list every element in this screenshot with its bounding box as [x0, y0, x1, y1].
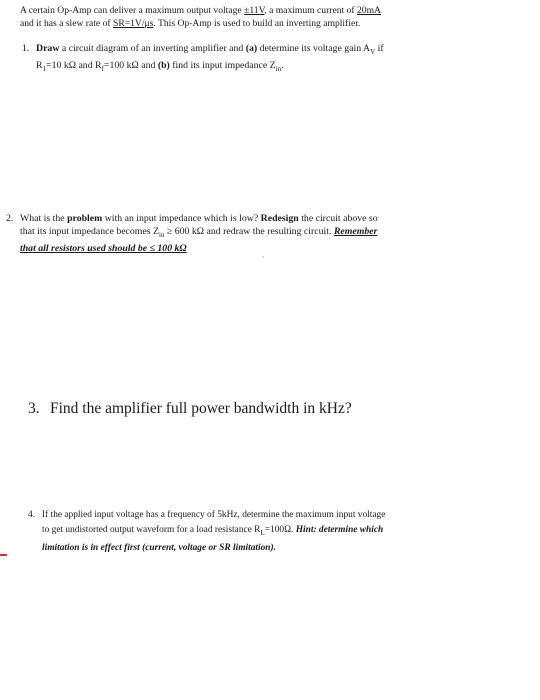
- question-number: 3.: [28, 400, 40, 417]
- q2-line-3: [6, 242, 378, 255]
- q2-text: What is the: [20, 213, 68, 224]
- question-2: [6, 212, 378, 255]
- q2-text: ≥ 600 kΩ and redraw the resulting circuit.: [164, 226, 334, 237]
- q2-problem-keyword: problem: [67, 213, 103, 224]
- intro-text: and it has a slew rate of: [20, 18, 113, 29]
- q1-text: =100 kΩ and: [103, 59, 158, 71]
- intro-text: A certain Op-Amp can deliver a maximum output voltage: [20, 5, 245, 16]
- q4-line-2: [28, 523, 385, 541]
- q2-line-1: [6, 212, 378, 225]
- q4-text: to get undistorted output waveform for a load resistance R: [42, 525, 261, 535]
- question-number: 1.: [22, 43, 30, 54]
- q1-text: find its input impedance Z: [169, 59, 276, 71]
- q4-text: If the applied input voltage has a frequency of 5kHz, determine the maximum input voltage: [42, 510, 386, 520]
- q1-text: .: [281, 59, 284, 71]
- q3-text: Find the amplifier full power bandwidth in kHz?: [50, 400, 352, 417]
- q4-line-3: [28, 541, 385, 556]
- output-voltage-value: ±11V: [244, 5, 265, 16]
- question-3: [28, 400, 352, 418]
- q1-text: determine its voltage gain A: [257, 43, 371, 54]
- q1-text: R: [36, 59, 43, 71]
- q2-text: with an input impedance which is low?: [102, 213, 261, 224]
- question-1: [22, 42, 384, 76]
- q2-remember-keyword: Remember: [333, 226, 378, 237]
- stray-mark: [262, 256, 264, 258]
- question-4: [28, 508, 385, 556]
- q4-text: =100Ω.: [264, 525, 296, 535]
- q2-subscript: in: [159, 230, 165, 239]
- q1-text: =10 kΩ and R: [46, 59, 102, 71]
- q1-part-a: (a): [245, 43, 258, 54]
- slew-rate-value: SR=1V/μs: [112, 18, 154, 29]
- intro-line-1: [20, 4, 381, 17]
- q2-resistor-constraint: that all resistors used should be ≤ 100 kΩ: [20, 242, 187, 254]
- q1-subscript: in: [275, 64, 282, 73]
- intro-text: . This Op-Amp is used to build an inverting amplifier.: [153, 18, 361, 29]
- q1-text: a circuit diagram of an inverting amplifier and: [59, 43, 246, 54]
- q4-hint-label: Hint: determine which: [295, 525, 384, 535]
- q1-subscript: f: [101, 64, 104, 73]
- intro-line-2: [20, 17, 381, 30]
- question-number: 4.: [28, 510, 36, 520]
- q2-text: that its input impedance becomes Z: [20, 226, 160, 237]
- q1-subscript: V: [370, 47, 376, 56]
- q1-text: if: [375, 43, 384, 54]
- q1-line-1: [22, 42, 384, 59]
- question-number: 2.: [6, 213, 14, 224]
- q4-hint-text: limitation is in effect first (current, voltage or SR limitation).: [42, 542, 276, 553]
- intro-paragraph: [20, 4, 381, 30]
- margin-marker: [0, 554, 7, 556]
- q4-subscript: L: [260, 528, 265, 537]
- max-current-value: 20mA: [356, 5, 381, 16]
- q3-line-1: [28, 400, 352, 418]
- q2-text: the circuit above so: [298, 213, 378, 224]
- q2-redesign-keyword: Redesign: [260, 213, 299, 224]
- q2-line-2: [6, 225, 378, 242]
- q1-subscript: 1: [42, 64, 47, 73]
- q1-part-b: (b): [157, 59, 170, 71]
- q1-draw-keyword: Draw: [36, 43, 60, 54]
- q1-line-2: [22, 59, 384, 76]
- intro-text: , a maximum current of: [264, 5, 357, 16]
- q4-line-1: [28, 508, 385, 523]
